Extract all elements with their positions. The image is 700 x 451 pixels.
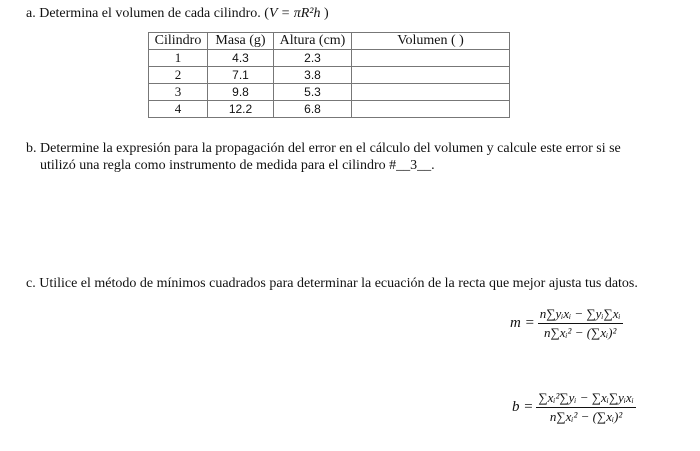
part-b-line2 [40,158,435,174]
cell-cilindro: 1 [149,50,208,67]
part-c-prompt: c. Utilice el método de mínimos cuadrados para determinar la ecuación de la recta que mejor ajusta tus datos. [26,276,638,291]
header-masa: Masa (g) [208,33,274,50]
part-a-text: a. Determina el volumen de cada cilindro. ( [26,6,269,21]
cell-masa: 4.3 [208,50,274,67]
intercept-formula [512,390,636,425]
cell-volumen[interactable] [352,84,510,101]
cell-cilindro: 4 [149,101,208,118]
cell-cilindro: 3 [149,84,208,101]
slope-formula [510,306,623,341]
table-row [149,67,510,84]
part-a-prompt [26,6,329,22]
table-row [149,84,510,101]
cylinder-table [148,32,510,118]
table-row [149,101,510,118]
cell-volumen[interactable] [352,67,510,84]
cell-masa: 7.1 [208,67,274,84]
part-b-end: . [431,158,435,173]
slope-denominator: n∑xᵢ² − (∑xᵢ)² [543,325,617,340]
cell-altura: 5.3 [274,84,352,101]
slope-fraction [538,306,623,341]
volume-formula: V = πR²h [268,6,321,21]
part-b-text: utilizó una regla como instrumento de medida para el cilindro # [40,158,397,173]
cell-altura: 3.8 [274,67,352,84]
header-altura: Altura (cm) [274,33,352,50]
cell-masa: 9.8 [208,84,274,101]
slope-lhs: m = [510,315,535,331]
cell-altura: 6.8 [274,101,352,118]
intercept-lhs: b = [512,399,534,415]
cell-volumen[interactable] [352,50,510,67]
cell-volumen[interactable] [352,101,510,118]
cell-cilindro: 2 [149,67,208,84]
cell-altura: 2.3 [274,50,352,67]
intercept-fraction [536,390,635,425]
cell-masa: 12.2 [208,101,274,118]
table-row [149,50,510,67]
intercept-denominator: n∑xᵢ² − (∑xᵢ)² [549,409,623,424]
intercept-numerator: ∑xᵢ²∑yᵢ − ∑xᵢ∑yᵢxᵢ [536,390,635,408]
part-a-close: ) [320,6,329,21]
header-cilindro: Cilindro [149,33,208,50]
header-volumen: Volumen ( ) [352,33,510,50]
part-b-line1: b. Determine la expresión para la propagación del error en el cálculo del volumen y calcule este error si se [26,141,621,156]
cylinder-number: __3__ [396,158,432,173]
table-header-row [149,33,510,50]
slope-numerator: n∑yᵢxᵢ − ∑yᵢ∑xᵢ [538,306,623,324]
